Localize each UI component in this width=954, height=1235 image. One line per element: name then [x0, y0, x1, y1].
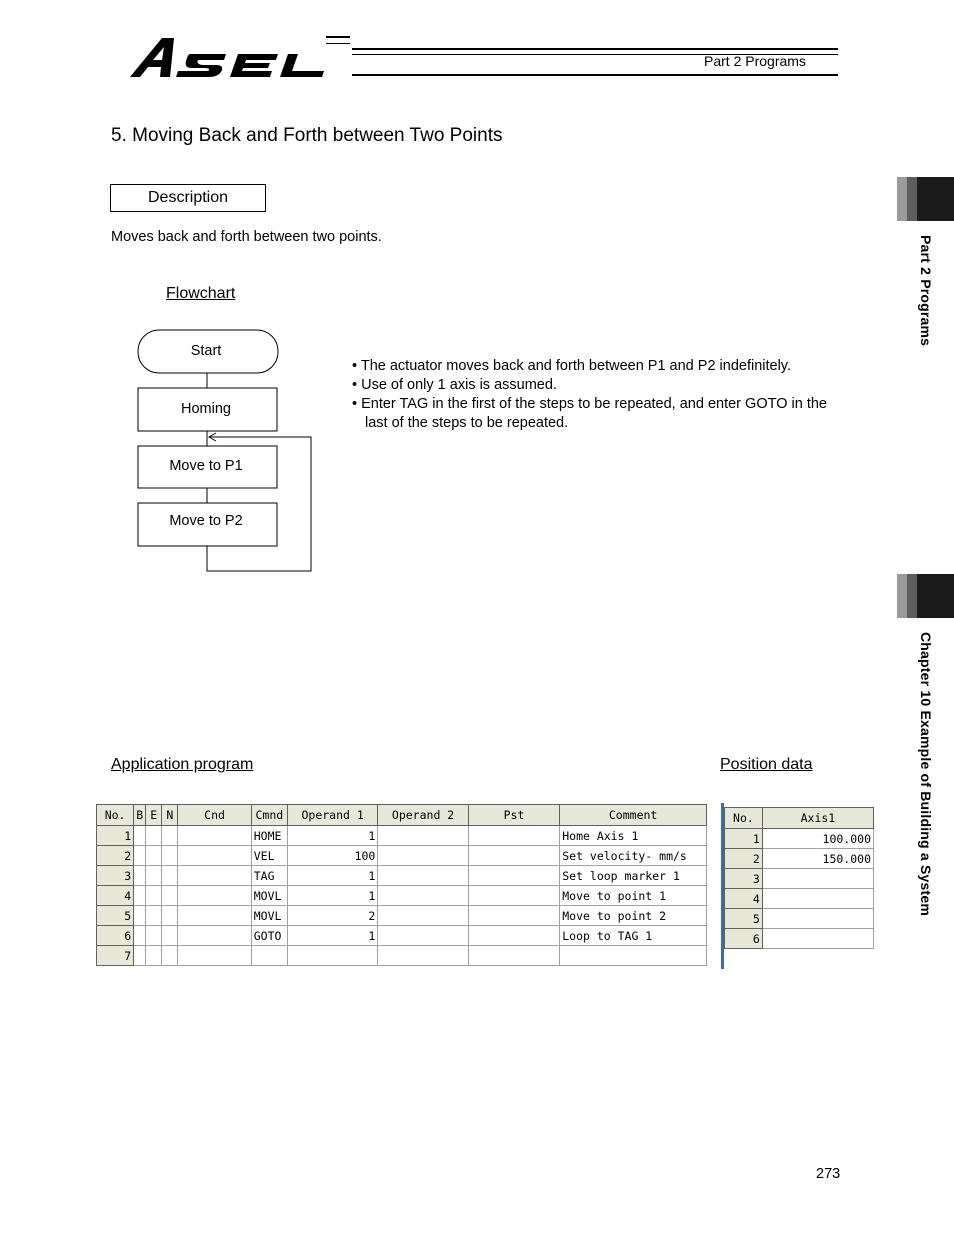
cell-cmnd[interactable]: MOVL: [251, 886, 287, 906]
cell-cmnd[interactable]: HOME: [251, 826, 287, 846]
col-header-cnd[interactable]: Cnd: [178, 805, 251, 826]
table-row[interactable]: [97, 946, 707, 966]
cell-b[interactable]: [134, 826, 146, 846]
cell-cnd[interactable]: [178, 846, 251, 866]
cell-operand1[interactable]: 2: [287, 906, 377, 926]
cell-operand2[interactable]: [378, 866, 468, 886]
pos-cell-axis1[interactable]: 100.000: [762, 829, 873, 849]
cell-operand2[interactable]: [378, 846, 468, 866]
side-tab-bottom-label: Chapter 10 Example of Building a System: [918, 632, 934, 916]
pos-cell-axis1[interactable]: 150.000: [762, 849, 873, 869]
cell-e[interactable]: [146, 946, 162, 966]
description-text: Moves back and forth between two points.: [111, 229, 382, 245]
flowchart-step-move-p1: Move to P1: [169, 458, 243, 474]
cell-cnd[interactable]: [178, 946, 251, 966]
col-header-cmnd[interactable]: Cmnd: [251, 805, 287, 826]
cell-b[interactable]: [134, 926, 146, 946]
application-program-heading: Application program: [111, 756, 254, 773]
pos-row-no[interactable]: 4: [725, 889, 763, 909]
cell-pst[interactable]: [468, 946, 559, 966]
col-header-no[interactable]: No.: [97, 805, 134, 826]
program-table: [96, 804, 707, 966]
table-row[interactable]: [725, 829, 874, 849]
cell-pst[interactable]: [468, 846, 559, 866]
asel-logo: [128, 34, 350, 80]
cell-operand2[interactable]: [378, 946, 468, 966]
cell-cnd[interactable]: [178, 906, 251, 926]
cell-pst[interactable]: [468, 826, 559, 846]
cell-operand1[interactable]: 1: [287, 826, 377, 846]
pos-cell-axis1[interactable]: [762, 929, 873, 949]
cell-e[interactable]: [146, 906, 162, 926]
note-item: • The actuator moves back and forth between P1 and P2 indefinitely.: [352, 358, 792, 374]
table-row[interactable]: [725, 929, 874, 949]
cell-operand1[interactable]: 1: [287, 886, 377, 906]
page-title: 5. Moving Back and Forth between Two Points: [111, 125, 503, 146]
flowchart-step-move-p2: Move to P2: [169, 513, 243, 529]
table-row[interactable]: [97, 826, 707, 846]
side-tab-bottom: [897, 574, 954, 618]
table-row[interactable]: [97, 926, 707, 946]
position-data-heading: Position data: [720, 756, 813, 773]
cell-pst[interactable]: [468, 906, 559, 926]
cell-n[interactable]: [162, 906, 178, 926]
col-header-n[interactable]: N: [162, 805, 178, 826]
note-item: • Enter TAG in the first of the steps to be repeated, and enter GOTO in the last of the steps to be repeated.: [352, 396, 827, 431]
note-item: • Use of only 1 axis is assumed.: [352, 377, 557, 393]
cell-e[interactable]: [146, 846, 162, 866]
header-section-title: Part 2 Programs: [704, 53, 806, 69]
cell-pst[interactable]: [468, 866, 559, 886]
cell-comment[interactable]: Loop to TAG 1: [560, 926, 707, 946]
table-row[interactable]: [97, 846, 707, 866]
cell-n[interactable]: [162, 886, 178, 906]
cell-n[interactable]: [162, 846, 178, 866]
cell-comment[interactable]: Move to point 1: [560, 886, 707, 906]
cell-comment[interactable]: Home Axis 1: [560, 826, 707, 846]
position-table: [724, 807, 874, 949]
table-row[interactable]: [97, 866, 707, 886]
position-table-header: [725, 808, 874, 829]
cell-cnd[interactable]: [178, 866, 251, 886]
cell-cmnd[interactable]: MOVL: [251, 906, 287, 926]
cell-comment[interactable]: [560, 946, 707, 966]
pos-row-no[interactable]: 3: [725, 869, 763, 889]
pos-cell-axis1[interactable]: [762, 909, 873, 929]
col-header-b[interactable]: B: [134, 805, 146, 826]
row-no[interactable]: 6: [97, 926, 134, 946]
cell-operand2[interactable]: [378, 926, 468, 946]
pos-row-no[interactable]: 2: [725, 849, 763, 869]
cell-cmnd[interactable]: VEL: [251, 846, 287, 866]
cell-e[interactable]: [146, 826, 162, 846]
cell-b[interactable]: [134, 946, 146, 966]
col-header-operand1[interactable]: Operand 1: [287, 805, 377, 826]
row-no[interactable]: 2: [97, 846, 134, 866]
cell-operand2[interactable]: [378, 886, 468, 906]
col-header-e[interactable]: E: [146, 805, 162, 826]
flowchart-diagram: [130, 325, 330, 580]
row-no[interactable]: 1: [97, 826, 134, 846]
cell-n[interactable]: [162, 866, 178, 886]
cell-cnd[interactable]: [178, 826, 251, 846]
cell-operand1[interactable]: 1: [287, 926, 377, 946]
side-tab-top-label: Part 2 Programs: [918, 235, 934, 347]
cell-comment[interactable]: Set velocity- mm/s: [560, 846, 707, 866]
cell-n[interactable]: [162, 826, 178, 846]
pos-col-header-axis1[interactable]: Axis1: [762, 808, 873, 829]
row-no[interactable]: 3: [97, 866, 134, 886]
cell-operand1[interactable]: [287, 946, 377, 966]
table-row[interactable]: [97, 906, 707, 926]
table-row[interactable]: [725, 849, 874, 869]
pos-cell-axis1[interactable]: [762, 869, 873, 889]
cell-cnd[interactable]: [178, 926, 251, 946]
description-label-box: Description: [110, 184, 266, 212]
cell-operand2[interactable]: [378, 906, 468, 926]
cell-operand2[interactable]: [378, 826, 468, 846]
table-row[interactable]: [725, 889, 874, 909]
notes-list: [352, 357, 842, 433]
row-no[interactable]: 4: [97, 886, 134, 906]
table-row[interactable]: [97, 886, 707, 906]
cell-comment[interactable]: Move to point 2: [560, 906, 707, 926]
page-number: 273: [816, 1166, 841, 1182]
flowchart-heading: Flowchart: [166, 285, 236, 302]
cell-e[interactable]: [146, 866, 162, 886]
cell-b[interactable]: [134, 846, 146, 866]
cell-b[interactable]: [134, 906, 146, 926]
cell-cmnd[interactable]: GOTO: [251, 926, 287, 946]
side-tab-top: [897, 177, 954, 221]
pos-row-no[interactable]: 1: [725, 829, 763, 849]
cell-cmnd[interactable]: TAG: [251, 866, 287, 886]
cell-operand1[interactable]: 1: [287, 866, 377, 886]
cell-cmnd[interactable]: [251, 946, 287, 966]
table-row[interactable]: [725, 869, 874, 889]
cell-pst[interactable]: [468, 926, 559, 946]
flowchart-step-homing: Homing: [181, 401, 231, 417]
col-header-pst[interactable]: Pst: [468, 805, 559, 826]
position-table-window: [721, 803, 876, 969]
cell-comment[interactable]: Set loop marker 1: [560, 866, 707, 886]
cell-operand1[interactable]: 100: [287, 846, 377, 866]
flowchart-step-start: Start: [190, 343, 222, 359]
cell-n[interactable]: [162, 946, 178, 966]
pos-row-no[interactable]: 6: [725, 929, 763, 949]
cell-pst[interactable]: [468, 886, 559, 906]
table-row[interactable]: [725, 909, 874, 929]
cell-e[interactable]: [146, 926, 162, 946]
cell-n[interactable]: [162, 926, 178, 946]
cell-cnd[interactable]: [178, 886, 251, 906]
pos-row-no[interactable]: 5: [725, 909, 763, 929]
row-no[interactable]: 7: [97, 946, 134, 966]
cell-e[interactable]: [146, 886, 162, 906]
cell-b[interactable]: [134, 866, 146, 886]
program-table-header: [97, 805, 707, 826]
col-header-comment[interactable]: Comment: [560, 805, 707, 826]
cell-b[interactable]: [134, 886, 146, 906]
row-no[interactable]: 5: [97, 906, 134, 926]
program-table-window: [96, 800, 709, 970]
col-header-operand2[interactable]: Operand 2: [378, 805, 468, 826]
pos-col-header-no[interactable]: No.: [725, 808, 763, 829]
pos-cell-axis1[interactable]: [762, 889, 873, 909]
